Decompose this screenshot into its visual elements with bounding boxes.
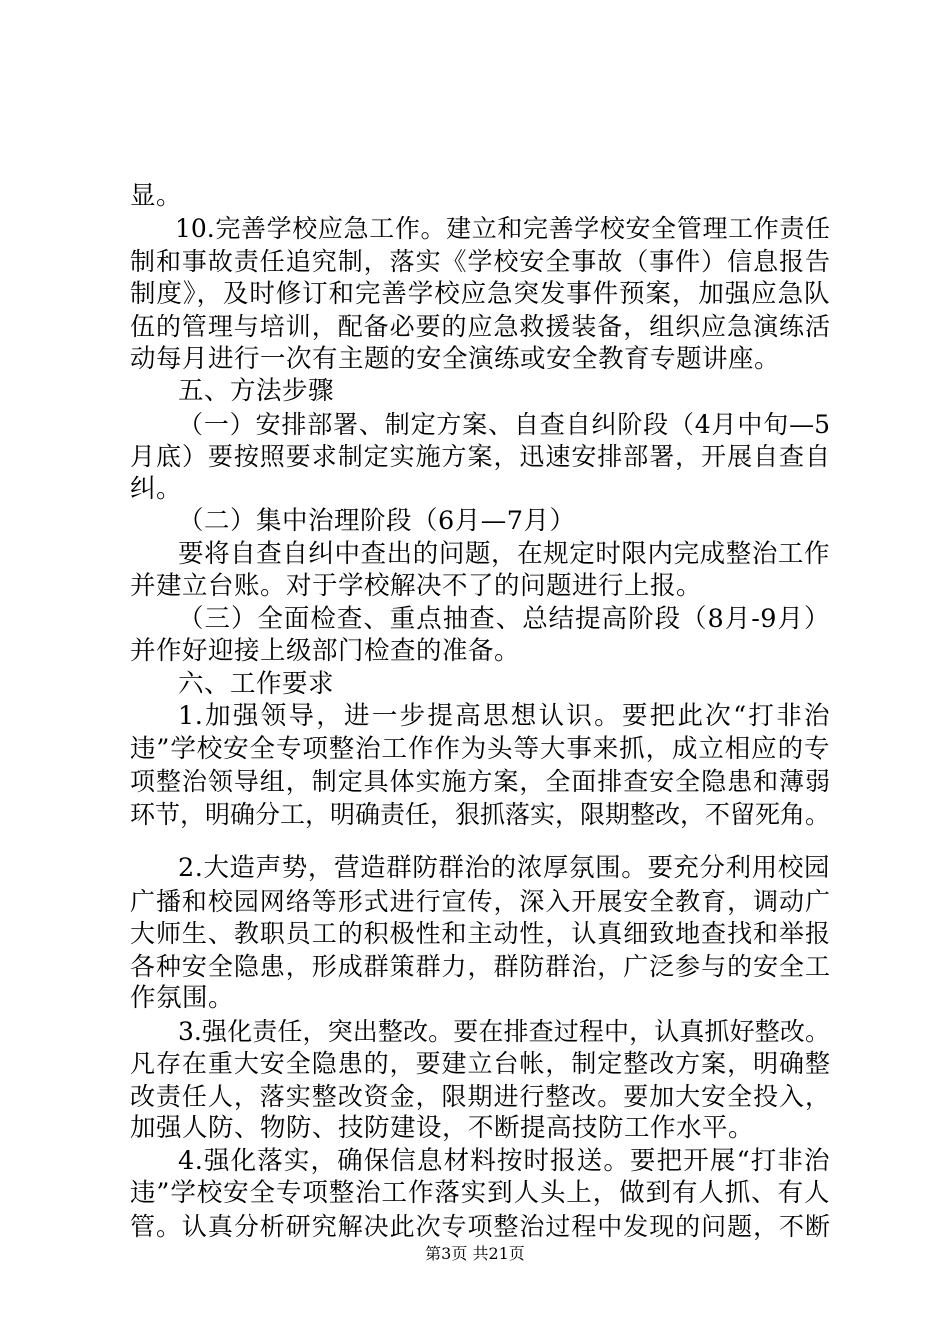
text-line: 动每月进行一次有主题的安全演练或安全教育专题讲座。 xyxy=(130,344,781,374)
text-line: 项整治领导组，制定具体实施方案，全面排查安全隐患和薄弱 xyxy=(130,767,830,796)
text-line: 广播和校园网络等形式进行宣传，深入开展安全教育，调动广 xyxy=(130,887,830,916)
text-line: 4.强化落实，确保信息材料按时报送。要把开展“打非治 xyxy=(178,1146,830,1176)
text-line: 纠。 xyxy=(130,474,183,504)
text-line: （一）安排部署、制定方案、自查自纠阶段（4月中旬—5 xyxy=(178,410,830,439)
text-line: 伍的管理与培训，配备必要的应急救援装备，组织应急演练活 xyxy=(130,312,830,341)
text-line: 加强人防、物防、技防建设，不断提高技防工作水平。 xyxy=(130,1113,755,1143)
text-line: 违”学校安全专项整治工作作为头等大事来抓，成立相应的专 xyxy=(130,734,830,764)
text-line: 制度》，及时修订和完善学校应急突发事件预案，加强应急队 xyxy=(130,279,830,309)
text-line: 3.强化责任，突出整改。要在排查过程中，认真抓好整改。 xyxy=(178,1017,830,1046)
text-line: 要将自查自纠中查出的问题，在规定时限内完成整治工作 xyxy=(178,539,830,569)
text-line: 管。认真分析研究解决此次专项整治过程中发现的问题，不断 xyxy=(130,1212,830,1241)
section-heading: 六、工作要求 xyxy=(178,669,335,699)
section-heading: 五、方法步骤 xyxy=(178,376,335,406)
text-line: 作氛围。 xyxy=(130,983,235,1013)
text-line: 大师生、教职员工的积极性和主动性，认真细致地查找和举报 xyxy=(130,919,830,948)
text-line: 2.大造声势，营造群防群治的浓厚氛围。要充分利用校园 xyxy=(178,853,830,883)
text-line: 10.完善学校应急工作。建立和完善学校安全管理工作责任 xyxy=(175,214,830,243)
text-line: 制和事故责任追究制，落实《学校安全事故（事件）信息报告 xyxy=(130,247,830,276)
text-line: 凡存在重大安全隐患的，要建立台帐，制定整改方案，明确整 xyxy=(130,1049,830,1078)
page-footer: 第3页 共21页 xyxy=(425,1244,525,1263)
text-line: 并建立台账。对于学校解决不了的问题进行上报。 xyxy=(130,571,703,601)
sub-heading: （三）全面检查、重点抽查、总结提高阶段（8月-9月） xyxy=(178,604,830,634)
text-line: 各种安全隐患，形成群策群力，群防群治，广泛参与的安全工 xyxy=(130,952,830,981)
text-line: 改责任人，落实整改资金，限期进行整改。要加大安全投入， xyxy=(130,1082,830,1111)
text-line: 违”学校安全专项整治工作落实到人头上，做到有人抓、有人 xyxy=(130,1178,830,1208)
text-line: 显。 xyxy=(130,181,183,211)
text-line: 月底）要按照要求制定实施方案，迅速安排部署，开展自查自 xyxy=(130,442,830,471)
text-line: 并作好迎接上级部门检查的准备。 xyxy=(130,636,521,666)
text-line: 环节，明确分工，明确责任，狠抓落实，限期整改，不留死角。 xyxy=(130,800,831,829)
sub-heading: （二）集中治理阶段（6月—7月） xyxy=(178,506,576,536)
text-line: 1.加强领导，进一步提高思想认识。要把此次“打非治 xyxy=(178,701,830,731)
